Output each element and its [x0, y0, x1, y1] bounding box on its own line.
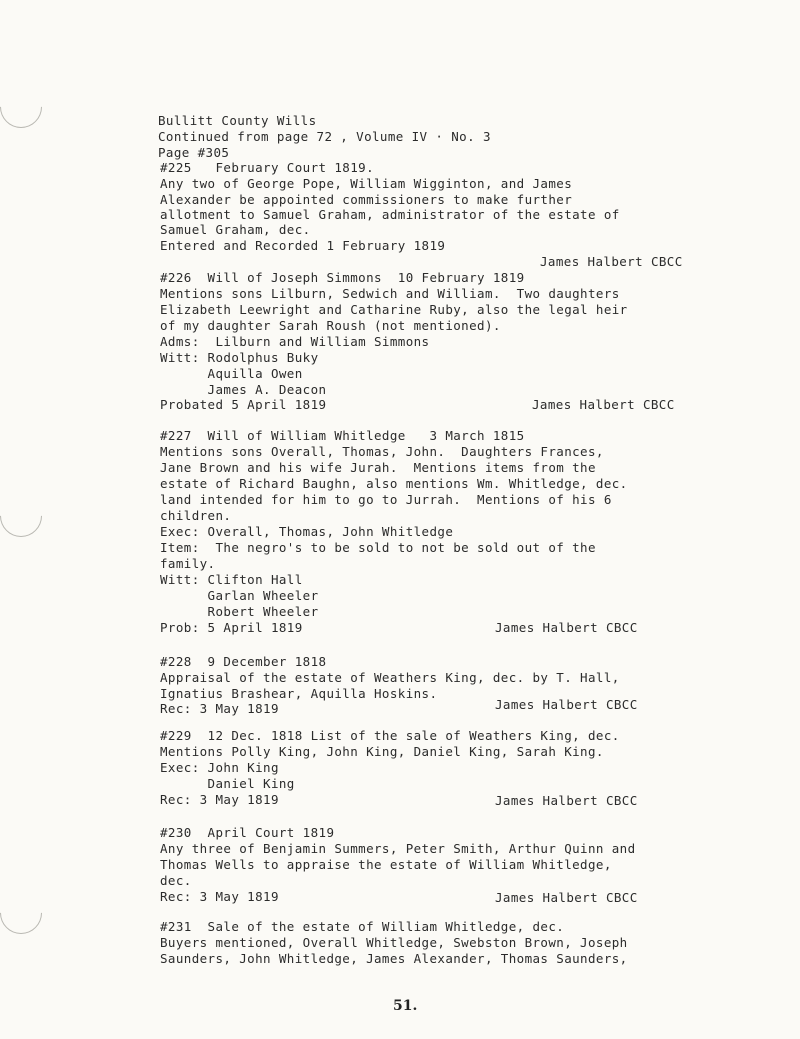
record-line: #231 Sale of the estate of William Whitledge, dec. — [160, 919, 565, 934]
record-line: #225 February Court 1819. — [160, 160, 374, 175]
record-line: Witt: Rodolphus Buky — [160, 350, 319, 365]
record-line: Rec: 3 May 1819 — [160, 889, 279, 904]
record-line: Any two of George Pope, William Wigginton, and James — [160, 176, 573, 191]
record-line: #230 April Court 1819 — [160, 825, 335, 840]
signature-line: James Halbert CBCC — [532, 397, 675, 412]
record-line: Thomas Wells to appraise the estate of William Whitledge, — [160, 857, 612, 872]
record-line: Exec: John King — [160, 760, 279, 775]
record-line: family. — [160, 556, 216, 571]
record-line: Ignatius Brashear, Aquilla Hoskins. — [160, 686, 438, 701]
record-line: Rec: 3 May 1819 — [160, 701, 279, 716]
record-line: Any three of Benjamin Summers, Peter Smith, Arthur Quinn and — [160, 841, 636, 856]
record-line: Samuel Graham, dec. — [160, 222, 311, 237]
document-title: Bullitt County Wills — [158, 113, 317, 128]
record-line: dec. — [160, 873, 192, 888]
record-line: Probated 5 April 1819 — [160, 397, 327, 412]
record-line: Alexander be appointed commissioners to make further — [160, 192, 573, 207]
record-line: land intended for him to go to Jurrah. Mentions of his 6 — [160, 492, 612, 507]
record-line: Garlan Wheeler — [160, 588, 319, 603]
record-line: Adms: Lilburn and William Simmons — [160, 334, 430, 349]
record-line: Mentions sons Overall, Thomas, John. Daughters Frances, — [160, 444, 604, 459]
record-line: #226 Will of Joseph Simmons 10 February 1819 — [160, 270, 525, 285]
record-line: Mentions Polly King, John King, Daniel King, Sarah King. — [160, 744, 604, 759]
record-line: Daniel King — [160, 776, 295, 791]
signature-line: James Halbert CBCC — [495, 620, 638, 635]
record-line: Aquilla Owen — [160, 366, 303, 381]
record-line: Jane Brown and his wife Jurah. Mentions items from the — [160, 460, 596, 475]
record-line: Buyers mentioned, Overall Whitledge, Swebston Brown, Joseph — [160, 935, 628, 950]
record-line: Appraisal of the estate of Weathers King, dec. by T. Hall, — [160, 670, 620, 685]
record-line: Item: The negro's to be sold to not be sold out of the — [160, 540, 596, 555]
record-line: #229 12 Dec. 1818 List of the sale of Weathers King, dec. — [160, 728, 620, 743]
record-line: Elizabeth Leewright and Catharine Ruby, also the legal heir — [160, 302, 628, 317]
record-line: James A. Deacon — [160, 382, 327, 397]
record-line: Rec: 3 May 1819 — [160, 792, 279, 807]
continued-note: Continued from page 72 , Volume IV · No. 3 — [158, 129, 491, 144]
record-line: Entered and Recorded 1 February 1819 — [160, 238, 446, 253]
binder-hole-mark — [0, 486, 51, 545]
record-line: Robert Wheeler — [160, 604, 319, 619]
record-line: estate of Richard Baughn, also mentions Wm. Whitledge, dec. — [160, 476, 628, 491]
signature-line: James Halbert CBCC — [495, 890, 638, 905]
signature-line: James Halbert CBCC — [495, 697, 638, 712]
signature-line: James Halbert CBCC — [540, 254, 683, 269]
record-line: children. — [160, 508, 232, 523]
record-line: Mentions sons Lilburn, Sedwich and William. Two daughters — [160, 286, 620, 301]
record-line: #228 9 December 1818 — [160, 654, 327, 669]
binder-hole-mark — [0, 77, 51, 136]
record-line: of my daughter Sarah Roush (not mentioned). — [160, 318, 501, 333]
page-reference: Page #305 — [158, 145, 230, 160]
record-line: Prob: 5 April 1819 — [160, 620, 303, 635]
binder-hole-mark — [0, 883, 51, 942]
page-number: 51. — [393, 998, 418, 1014]
signature-line: James Halbert CBCC — [495, 793, 638, 808]
record-line: Exec: Overall, Thomas, John Whitledge — [160, 524, 454, 539]
record-line: allotment to Samuel Graham, administrator of the estate of — [160, 207, 620, 222]
record-line: #227 Will of William Whitledge 3 March 1815 — [160, 428, 525, 443]
record-line: Saunders, John Whitledge, James Alexander, Thomas Saunders, — [160, 951, 628, 966]
record-line: Witt: Clifton Hall — [160, 572, 303, 587]
